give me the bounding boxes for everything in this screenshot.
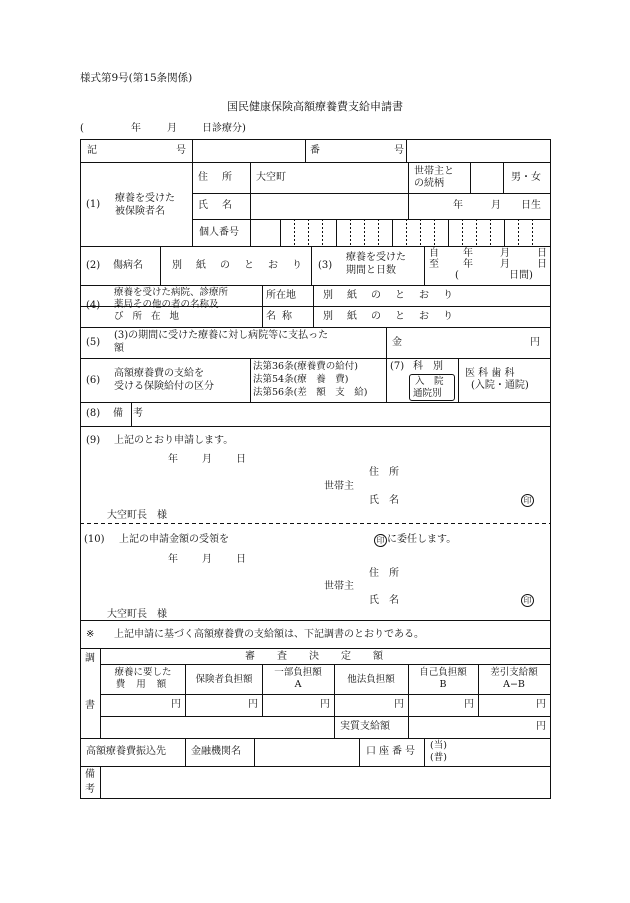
review-note: 上記申請に基づく高額療養費の支給額は、下記調書のとおりである。 xyxy=(114,629,424,640)
section4-label-3: び 所 在 地 xyxy=(114,311,183,322)
from-month: 月 xyxy=(500,248,510,259)
partial-yen[interactable]: 円 xyxy=(320,699,330,710)
facility-name-label: 名称 xyxy=(266,311,298,322)
col-partial-1: 一部負担額 xyxy=(274,667,322,678)
to-label: 至 xyxy=(429,259,439,270)
section10-seal-icon: 印 xyxy=(521,594,534,607)
days-close: 日間) xyxy=(509,270,533,281)
actual-yen[interactable]: 円 xyxy=(536,721,546,732)
account-type-current[interactable]: (当) xyxy=(430,740,447,751)
section9-num: (9) xyxy=(86,435,101,446)
amount-yen: 円 xyxy=(530,337,540,348)
remarks-field[interactable] xyxy=(102,768,549,797)
law-56-option[interactable]: 法第56条(差 額 支 給) xyxy=(253,387,368,398)
other-law-yen[interactable]: 円 xyxy=(394,699,404,710)
section9-mayor: 大空町長 様 xyxy=(107,510,167,521)
address-label: 住所 xyxy=(198,172,246,183)
section9-seal-icon: 印 xyxy=(521,494,534,507)
actual-label: 実質支給額 xyxy=(340,721,390,732)
outpatient-option[interactable]: 通院別 xyxy=(413,388,442,399)
section10-mayor: 大空町長 様 xyxy=(107,609,167,620)
diff-yen[interactable]: 円 xyxy=(536,699,546,710)
review-heading: 審査決定額 xyxy=(245,651,405,662)
institution-label: 金融機関名 xyxy=(191,746,241,757)
record-field[interactable] xyxy=(194,141,304,161)
from-year: 年 xyxy=(463,248,473,259)
section4-label-1: 療養を受けた病院、診療所 xyxy=(114,287,229,298)
disease-label: 傷病名 xyxy=(113,260,143,271)
insurer-yen[interactable]: 円 xyxy=(248,699,258,710)
section6-label-1: 高額療養費の支給を xyxy=(114,368,204,379)
amount-field[interactable] xyxy=(405,330,525,356)
section10-month: 月 xyxy=(202,554,212,565)
to-day: 日 xyxy=(537,259,547,270)
bank-label: 高額療養費振込先 xyxy=(86,746,166,757)
section3-num: (3) xyxy=(318,260,333,271)
period-year: 年 xyxy=(131,123,141,134)
section5-label-1: (3)の期間に受けた療養に対し病院等に支払った xyxy=(114,330,329,341)
account-type-ordinary[interactable]: (普) xyxy=(430,752,447,763)
institution-field[interactable] xyxy=(256,740,358,765)
location-value[interactable]: 別紙のとおり xyxy=(323,290,467,301)
col-self-2: B xyxy=(439,679,447,690)
record-label: 記 xyxy=(87,145,97,156)
col-diff-1: 差引支給額 xyxy=(490,667,538,678)
col-insurer: 保険者負担額 xyxy=(195,674,253,685)
dob-year: 年 xyxy=(453,200,463,211)
section10-day: 日 xyxy=(236,554,246,565)
section4-label-2: 薬局その他の者の名称及 xyxy=(114,299,219,310)
review-side-bottom: 書 xyxy=(85,700,95,711)
review-side-top: 調 xyxy=(85,653,95,664)
section9-month: 月 xyxy=(202,454,212,465)
name-label: 氏名 xyxy=(198,200,246,211)
section5-label-2: 額 xyxy=(114,343,124,354)
section8-num: (8) xyxy=(86,408,101,419)
section10-statement: 上記の申請金額の受領を xyxy=(119,534,229,545)
period-month: 月 xyxy=(167,123,177,134)
individual-number-field[interactable] xyxy=(252,221,549,245)
section10-name-label: 氏 名 xyxy=(369,595,399,606)
col-partial-2: A xyxy=(294,679,302,690)
section10-delegate-seal-icon: 印 xyxy=(374,534,387,547)
disease-value[interactable]: 別紙のとおり xyxy=(172,260,316,271)
category-sub[interactable]: (入院・通院) xyxy=(471,380,529,391)
dob-month: 月 xyxy=(491,200,501,211)
number-field[interactable] xyxy=(408,141,549,161)
days-open: ( xyxy=(455,270,459,281)
section10-num: (10) xyxy=(84,534,105,545)
section1-num: (1) xyxy=(86,199,101,210)
relation-field[interactable] xyxy=(472,164,502,192)
account-number-field[interactable] xyxy=(456,740,549,765)
record-label-suffix: 号 xyxy=(176,145,186,156)
period-label-2: 期間と日数 xyxy=(346,265,396,276)
to-month: 月 xyxy=(500,259,510,270)
col-cost-1: 療養に要した xyxy=(114,667,172,678)
self-yen[interactable]: 円 xyxy=(464,699,474,710)
col-self-1: 自己負担額 xyxy=(419,667,467,678)
section9-year: 年 xyxy=(168,454,178,465)
section10-delegate: に委任します。 xyxy=(387,534,457,545)
section9-day: 日 xyxy=(236,454,246,465)
remarks8-label: 備 考 xyxy=(113,408,143,419)
col-cost-2: 費 用 額 xyxy=(115,679,171,690)
section7-num: (7) xyxy=(390,361,405,372)
dob-day: 日生 xyxy=(521,200,541,211)
section1-label-1: 療養を受けた xyxy=(115,193,175,204)
section10-household-head: 世帯主 xyxy=(324,581,354,592)
from-day: 日 xyxy=(537,248,547,259)
section6-label-2: 受ける保険給付の区分 xyxy=(114,381,214,392)
section6-num: (6) xyxy=(86,375,101,386)
inpatient-option[interactable]: 入 院 xyxy=(415,376,444,387)
section9-name-label: 氏 名 xyxy=(369,495,399,506)
individual-number-label: 個人番号 xyxy=(199,227,239,238)
remarks-label-2: 考 xyxy=(85,784,95,795)
amount-label: 金 xyxy=(392,337,402,348)
name-field[interactable] xyxy=(252,195,407,218)
period-open: ( xyxy=(80,123,84,134)
section4-num: (4) xyxy=(86,300,101,311)
location-label: 所在地 xyxy=(266,290,296,301)
relation-label-2: の続柄 xyxy=(414,178,444,189)
section5-num: (5) xyxy=(86,337,101,348)
dept-label: 科 別 xyxy=(413,361,443,372)
sex-select[interactable]: 男・女 xyxy=(511,172,541,183)
form-number: 様式第9号(第15条関係) xyxy=(80,72,193,84)
law-36-option[interactable]: 法第36条(療養費の給付) xyxy=(253,361,359,372)
section9-address-label: 住 所 xyxy=(369,467,399,478)
page-title: 国民健康保険高額療養費支給申請書 xyxy=(227,100,403,113)
col-diff-2: A−B xyxy=(503,679,525,690)
section9-statement: 上記のとおり申請します。 xyxy=(114,435,234,446)
note-mark: ※ xyxy=(86,629,95,640)
category-select[interactable]: 医 科 歯 科 xyxy=(465,368,515,379)
address-value[interactable]: 大空町 xyxy=(256,172,286,183)
remarks-label-1: 備 xyxy=(85,769,95,780)
section10-year: 年 xyxy=(168,554,178,565)
section1-label-2: 被保険者名 xyxy=(115,206,165,217)
law-54-option[interactable]: 法第54条(療 養 費) xyxy=(253,374,349,385)
section10-address-label: 住 所 xyxy=(369,568,399,579)
to-year: 年 xyxy=(463,259,473,270)
number-label-suffix: 号 xyxy=(394,145,404,156)
number-label: 番 xyxy=(310,145,320,156)
cost-yen[interactable]: 円 xyxy=(171,699,181,710)
facility-name-value[interactable]: 別紙のとおり xyxy=(323,311,467,322)
from-label: 自 xyxy=(429,248,439,259)
section2-num: (2) xyxy=(86,260,101,271)
period-suffix: 日診療分) xyxy=(202,123,246,134)
col-other-law: 他法負担額 xyxy=(347,674,395,685)
account-label: 口座番号 xyxy=(366,746,418,757)
remarks8-field[interactable] xyxy=(133,404,549,425)
relation-label-1: 世帯主と xyxy=(414,166,454,177)
period-label-1: 療養を受けた xyxy=(346,252,406,263)
section9-household-head: 世帯主 xyxy=(324,481,354,492)
